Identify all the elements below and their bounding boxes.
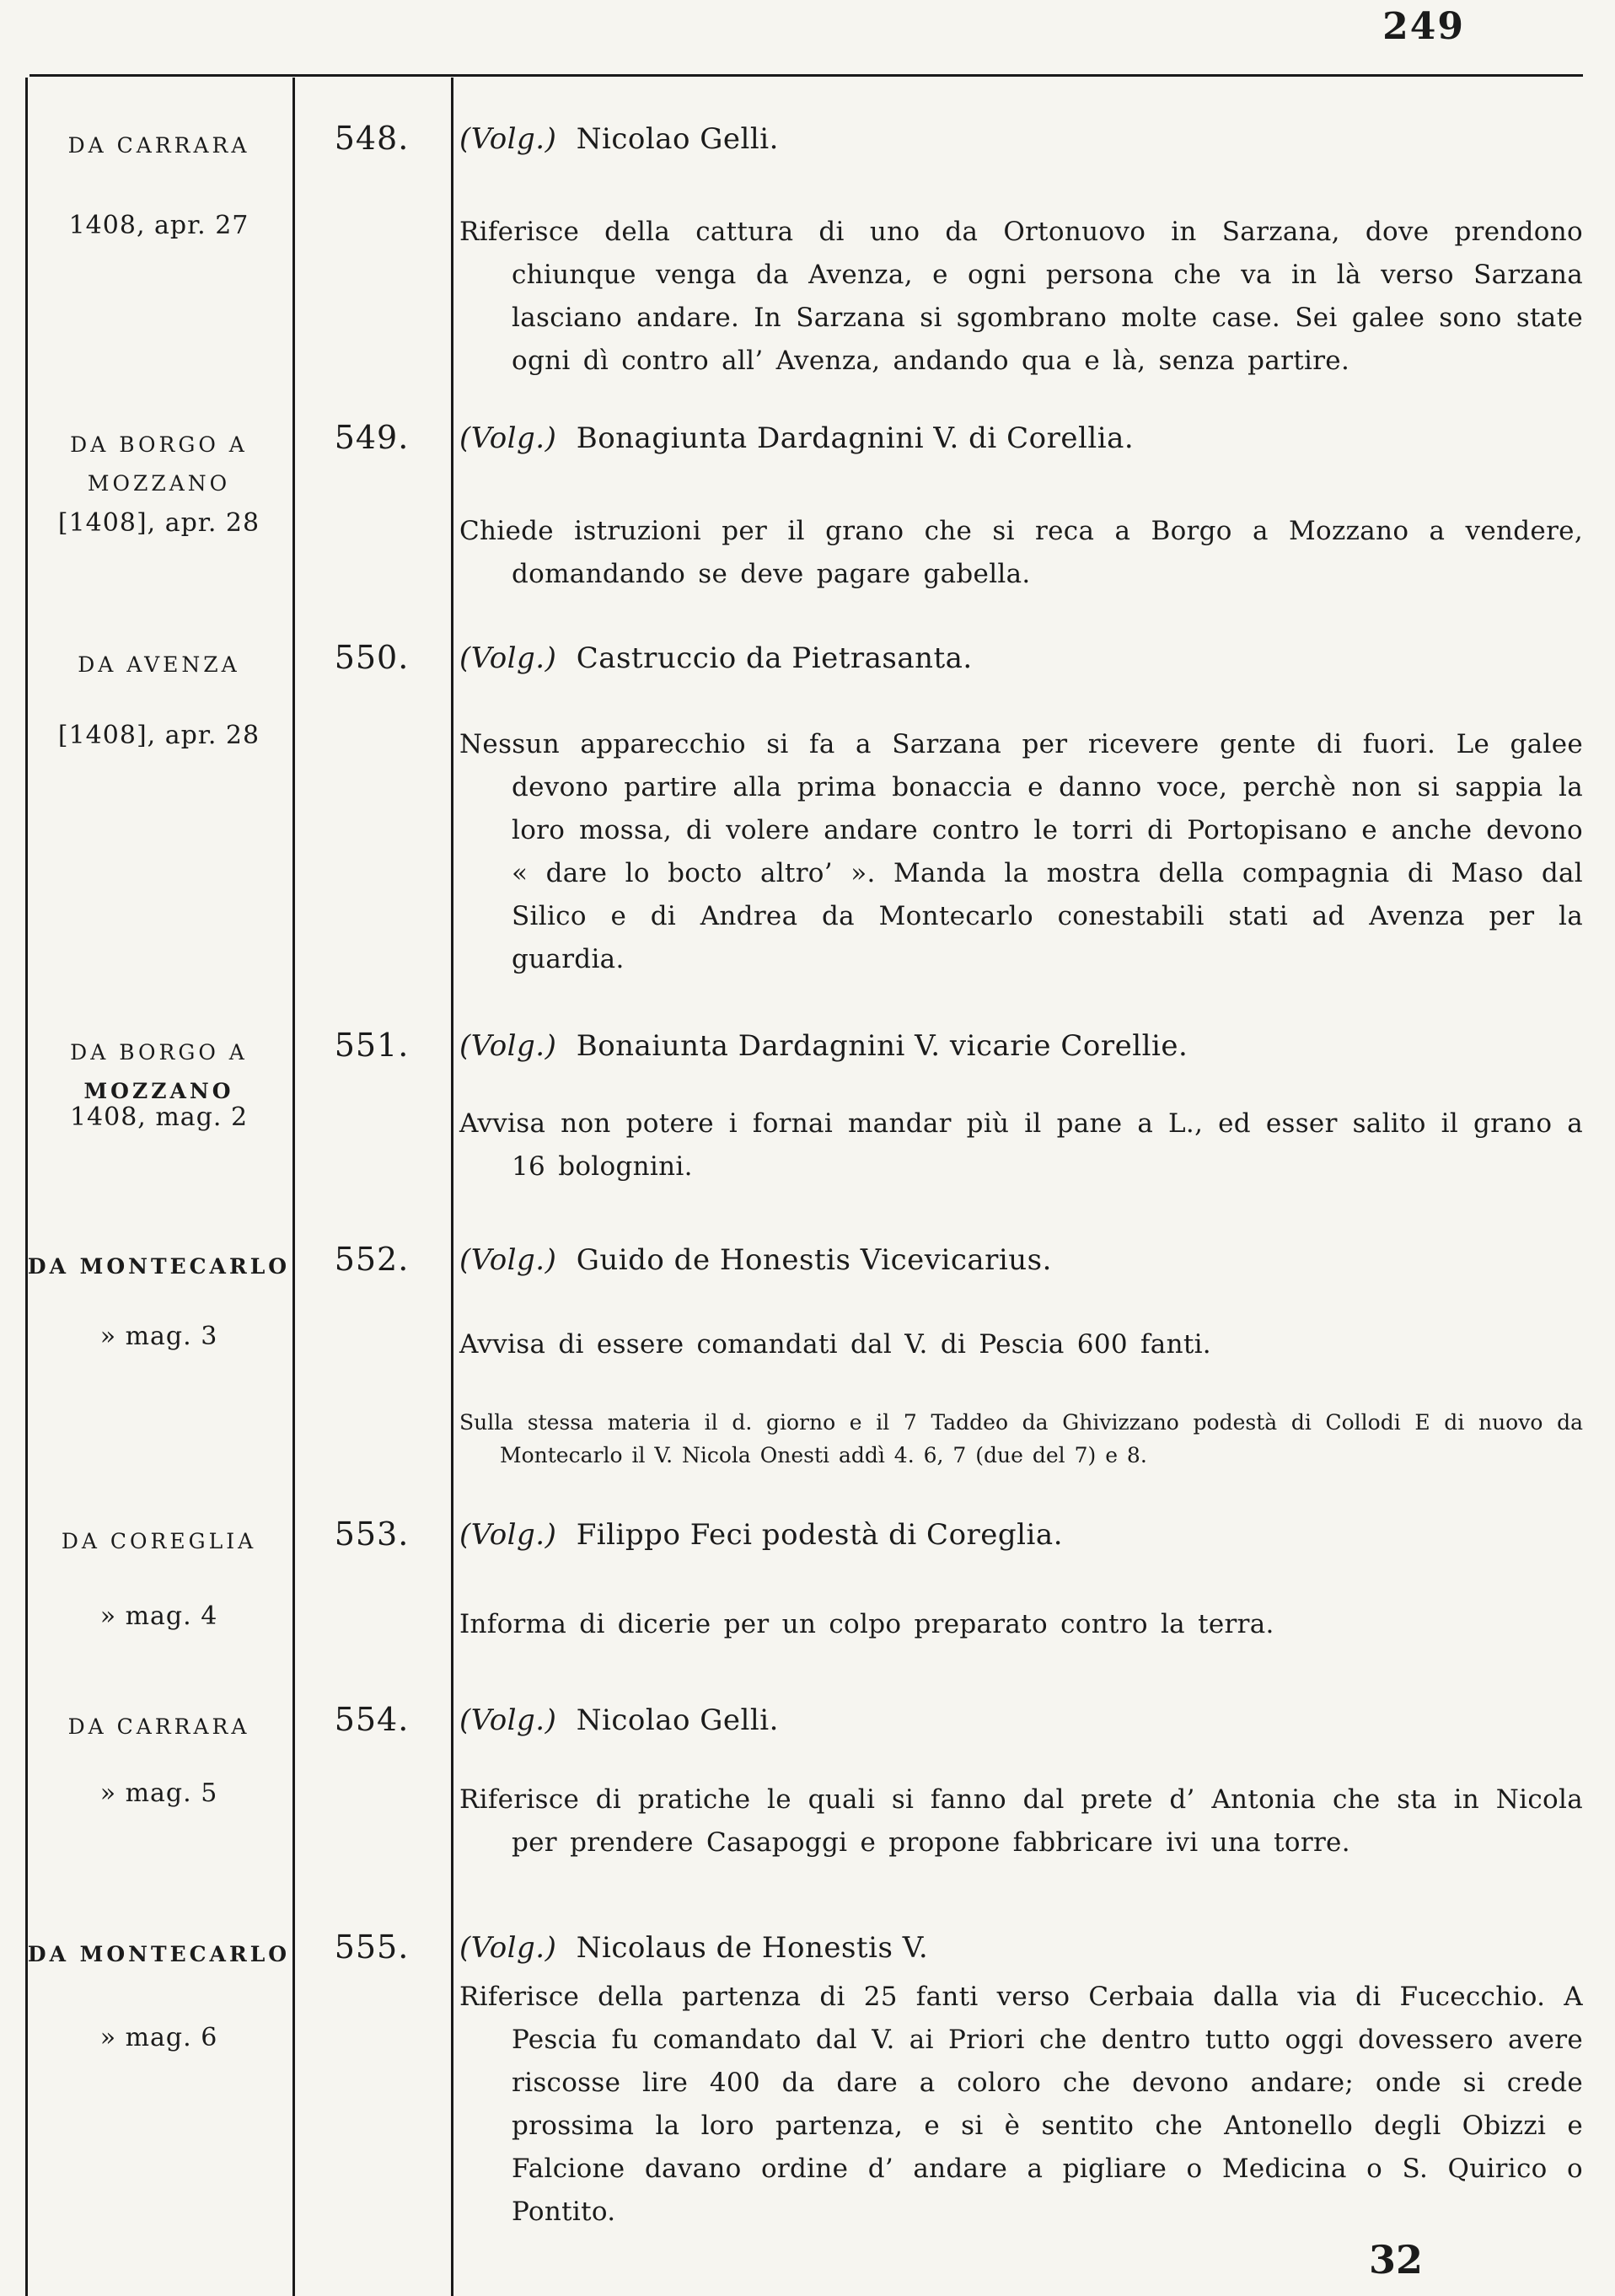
entry-headline [459,419,1583,458]
entry-headline [459,1929,1583,1967]
provenance-line: DA CARRARA [67,133,250,158]
entry-summary: Avvisa di essere comandati dal V. di Pescia 600 fanti. [459,1329,1211,1360]
signature-number: 32 [1368,2237,1423,2283]
entry-number: 555. [334,1929,410,1966]
entry-summary: Riferisce della cattura di uno da Ortonuovo in Sarzana, dove prendono chiunque venga da Avenza, e ogni persona che va in là verso Sarzana lasciano andare. In Sarzana si sgombrano molte case. Sei galee sono state ogni dì contro all’ Avenza, andando qua e là, senza partire. [459,217,1583,376]
language-label: (Volg.) [459,1518,557,1552]
entry-date: 1408, mag. 2 [69,1102,249,1132]
entry-headline [459,1515,1583,1554]
entry-date: [1408], apr. 28 [57,721,260,750]
entry-number: 554. [334,1701,410,1738]
language-label: (Volg.) [459,1703,557,1737]
language-label: (Volg.) [459,122,557,156]
entry-provenance [25,1522,292,1561]
entry-number: 552. [334,1241,410,1278]
entry-headline [459,1241,1583,1279]
entry-date: » mag. 6 [99,2023,218,2052]
entry-sender: Bonagiunta Dardagnini V. di Corellia. [576,421,1135,455]
entry-summary: Chiede istruzioni per il grano che si reca a Borgo a Mozzano a vendere, domandando se deve pagare gabella. [459,516,1583,589]
entry-sender: Castruccio da Pietrasanta. [576,641,973,675]
provenance-line: DA AVENZA [78,652,240,677]
entry-number: 548. [334,120,410,157]
entry-number: 549. [334,419,410,456]
language-label: (Volg.) [459,1029,557,1063]
entry-date: » mag. 3 [99,1322,218,1351]
entry-headline [459,1027,1583,1065]
provenance-line: DA CARRARA [67,1714,250,1739]
entry-note: Sulla stessa materia il d. giorno e il 7 Taddeo da Ghivizzano podestà di Collodi E di nuovo da Montecarlo il V. Nicola Onesti addì 4. 6, 7 (due del 7) e 8. [459,1410,1583,1467]
entry-sender: Bonaiunta Dardagnini V. vicarie Corellie. [576,1029,1188,1063]
language-label: (Volg.) [459,1243,557,1277]
entry-summary: Avvisa non potere i fornai mandar più il pane a L., ed esser salito il grano a 16 bolognini. [459,1108,1583,1182]
entry-number: 551. [334,1027,410,1064]
entry-date: » mag. 5 [99,1778,218,1808]
language-label: (Volg.) [459,641,557,675]
entry-sender: Nicolaus de Honestis V. [576,1931,929,1965]
entry-number: 553. [334,1515,410,1553]
column-rule-2 [451,78,453,2296]
entry-provenance [25,646,292,684]
entry-provenance [25,1033,292,1111]
provenance-line: DA MONTECARLO [27,1942,291,1966]
provenance-line: MOZZANO [87,471,231,496]
entry-date: » mag. 4 [99,1601,218,1631]
entry-provenance [25,1935,292,1974]
entry-date: [1408], apr. 28 [57,508,260,538]
entry-sender: Nicolao Gelli. [576,1703,779,1737]
language-label: (Volg.) [459,1931,557,1965]
header-rule [30,74,1583,77]
entry-summary: Informa di dicerie per un colpo preparato contro la terra. [459,1609,1274,1639]
entry-number: 550. [334,639,410,676]
entry-headline [459,1701,1583,1740]
entry-summary: Riferisce della partenza di 25 fanti verso Cerbaia dalla via di Fucecchio. A Pescia fu comandato dal V. ai Priori che dentro tutto oggi dovessero avere riscosse lire 400 da dare a coloro che devono andare; onde si crede prossima la loro partenza, e si è sentito che Antonello degli Obizzi e Falcione davano ordine d’ andare a pigliare o Medicina o S. Quirico o Pontito. [459,1982,1583,2227]
entry-sender: Nicolao Gelli. [576,122,779,156]
language-label: (Volg.) [459,421,557,455]
entry-sender: Guido de Honestis Vicevicarius. [576,1243,1052,1277]
entry-provenance [25,426,292,503]
provenance-line: DA COREGLIA [61,1529,257,1553]
provenance-line: DA MONTECARLO [27,1254,291,1279]
entry-headline [459,639,1583,678]
provenance-line: DA BORGO A [70,1040,248,1065]
entry-summary: Riferisce di pratiche le quali si fanno dal prete d’ Antonia che sta in Nicola per prendere Casapoggi e propone fabbricare ivi una torre. [459,1784,1583,1858]
entry-summary: Nessun apparecchio si fa a Sarzana per ricevere gente di fuori. Le galee devono partire alla prima bonaccia e danno voce, perchè non si sappia la loro mossa, di volere andare contro le torri di Portopisano e anche devono « dare lo bocto altro’ ». Manda la mostra della compagnia di Maso dal Silico e di Andrea da Montecarlo conestabili stati ad Avenza per la guardia. [459,729,1583,974]
page-number: 249 [1382,5,1465,48]
entry-date: 1408, apr. 27 [68,211,249,240]
entry-provenance [25,1708,292,1746]
entry-provenance [25,1247,292,1286]
provenance-line: DA BORGO A [70,432,248,457]
entry-headline [459,120,1583,158]
entry-sender: Filippo Feci podestà di Coreglia. [576,1518,1064,1552]
provenance-line: MOZZANO [83,1079,234,1103]
entry-provenance [25,126,292,165]
